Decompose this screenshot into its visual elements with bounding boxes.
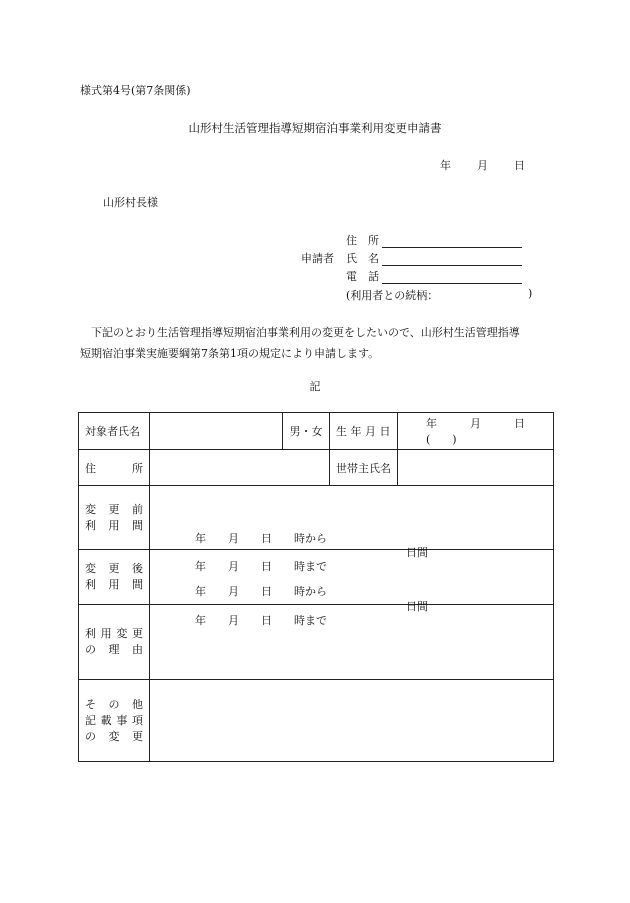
applicant-address-field[interactable] (382, 235, 522, 248)
applicant-name-label: 氏 名 (346, 252, 379, 265)
after-period-label: 変 更 後 利 用 間 (79, 550, 150, 605)
row-before-period (79, 486, 554, 550)
before-period-field[interactable] (150, 486, 554, 573)
applicant-phone-label: 電 話 (346, 270, 379, 283)
applicant-address-row (346, 232, 522, 248)
subject-name-field[interactable] (150, 413, 283, 450)
subject-name-label: 対象者氏名 (79, 413, 150, 450)
other-field[interactable] (150, 680, 554, 762)
after-from: 年 月 日 時から (195, 585, 327, 598)
addressee: 山形村長様 (103, 196, 158, 209)
birthdate-field[interactable]: 年 月 日( ) (398, 413, 554, 450)
gender-field[interactable]: 男・女 (283, 413, 330, 450)
applicant-phone-row (346, 268, 522, 284)
applicant-name-row (346, 250, 522, 266)
householder-field[interactable] (398, 450, 554, 486)
before-period-label: 変 更 前 利 用 間 (79, 486, 150, 550)
date-day: 日 (514, 159, 525, 172)
ki-heading: 記 (309, 380, 321, 393)
body-line-1: 下記のとおり生活管理指導短期宿泊事業利用の変更をしたいので、山形村生活管理指導 (91, 326, 520, 339)
body-line-2: 短期宿泊事業実施要綱第7条第1項の規定により申請します。 (80, 347, 380, 360)
relation-close: ) (528, 287, 533, 300)
reason-label: 利 用 変 更 の 理 由 (79, 605, 150, 680)
applicant-label: 申請者 (301, 252, 334, 265)
row-other (79, 680, 554, 762)
other-label: そ の 他 記 載 事 項 の 変 更 (79, 680, 150, 762)
form-number: 様式第4号(第7条関係) (80, 84, 191, 97)
applicant-name-field[interactable] (382, 253, 522, 266)
date-line (440, 157, 525, 173)
relation-label: (利用者との続柄： (346, 289, 439, 302)
address-label: 住 所 (79, 450, 150, 486)
applicant-phone-field[interactable] (382, 271, 522, 284)
before-to: 年 月 日 時まで (195, 559, 327, 573)
address-field[interactable] (150, 450, 330, 486)
date-year: 年 (440, 159, 451, 172)
date-month: 月 (477, 159, 488, 172)
record-table (78, 412, 554, 762)
after-days: 日間 (406, 600, 428, 613)
row-address (79, 450, 554, 486)
applicant-relation (346, 287, 533, 303)
householder-label: 世帯主氏名 (330, 450, 398, 486)
document-title: 山形村生活管理指導短期宿泊事業利用変更申請書 (188, 121, 442, 135)
after-to: 年 月 日 時まで (195, 614, 327, 627)
row-subject (79, 413, 554, 450)
body-text (80, 322, 555, 364)
applicant-address-label: 住 所 (346, 234, 379, 247)
birthdate-label: 生 年 月 日 (330, 413, 398, 450)
before-days: 日間 (406, 545, 428, 559)
before-from: 年 月 日 時から (195, 531, 327, 545)
